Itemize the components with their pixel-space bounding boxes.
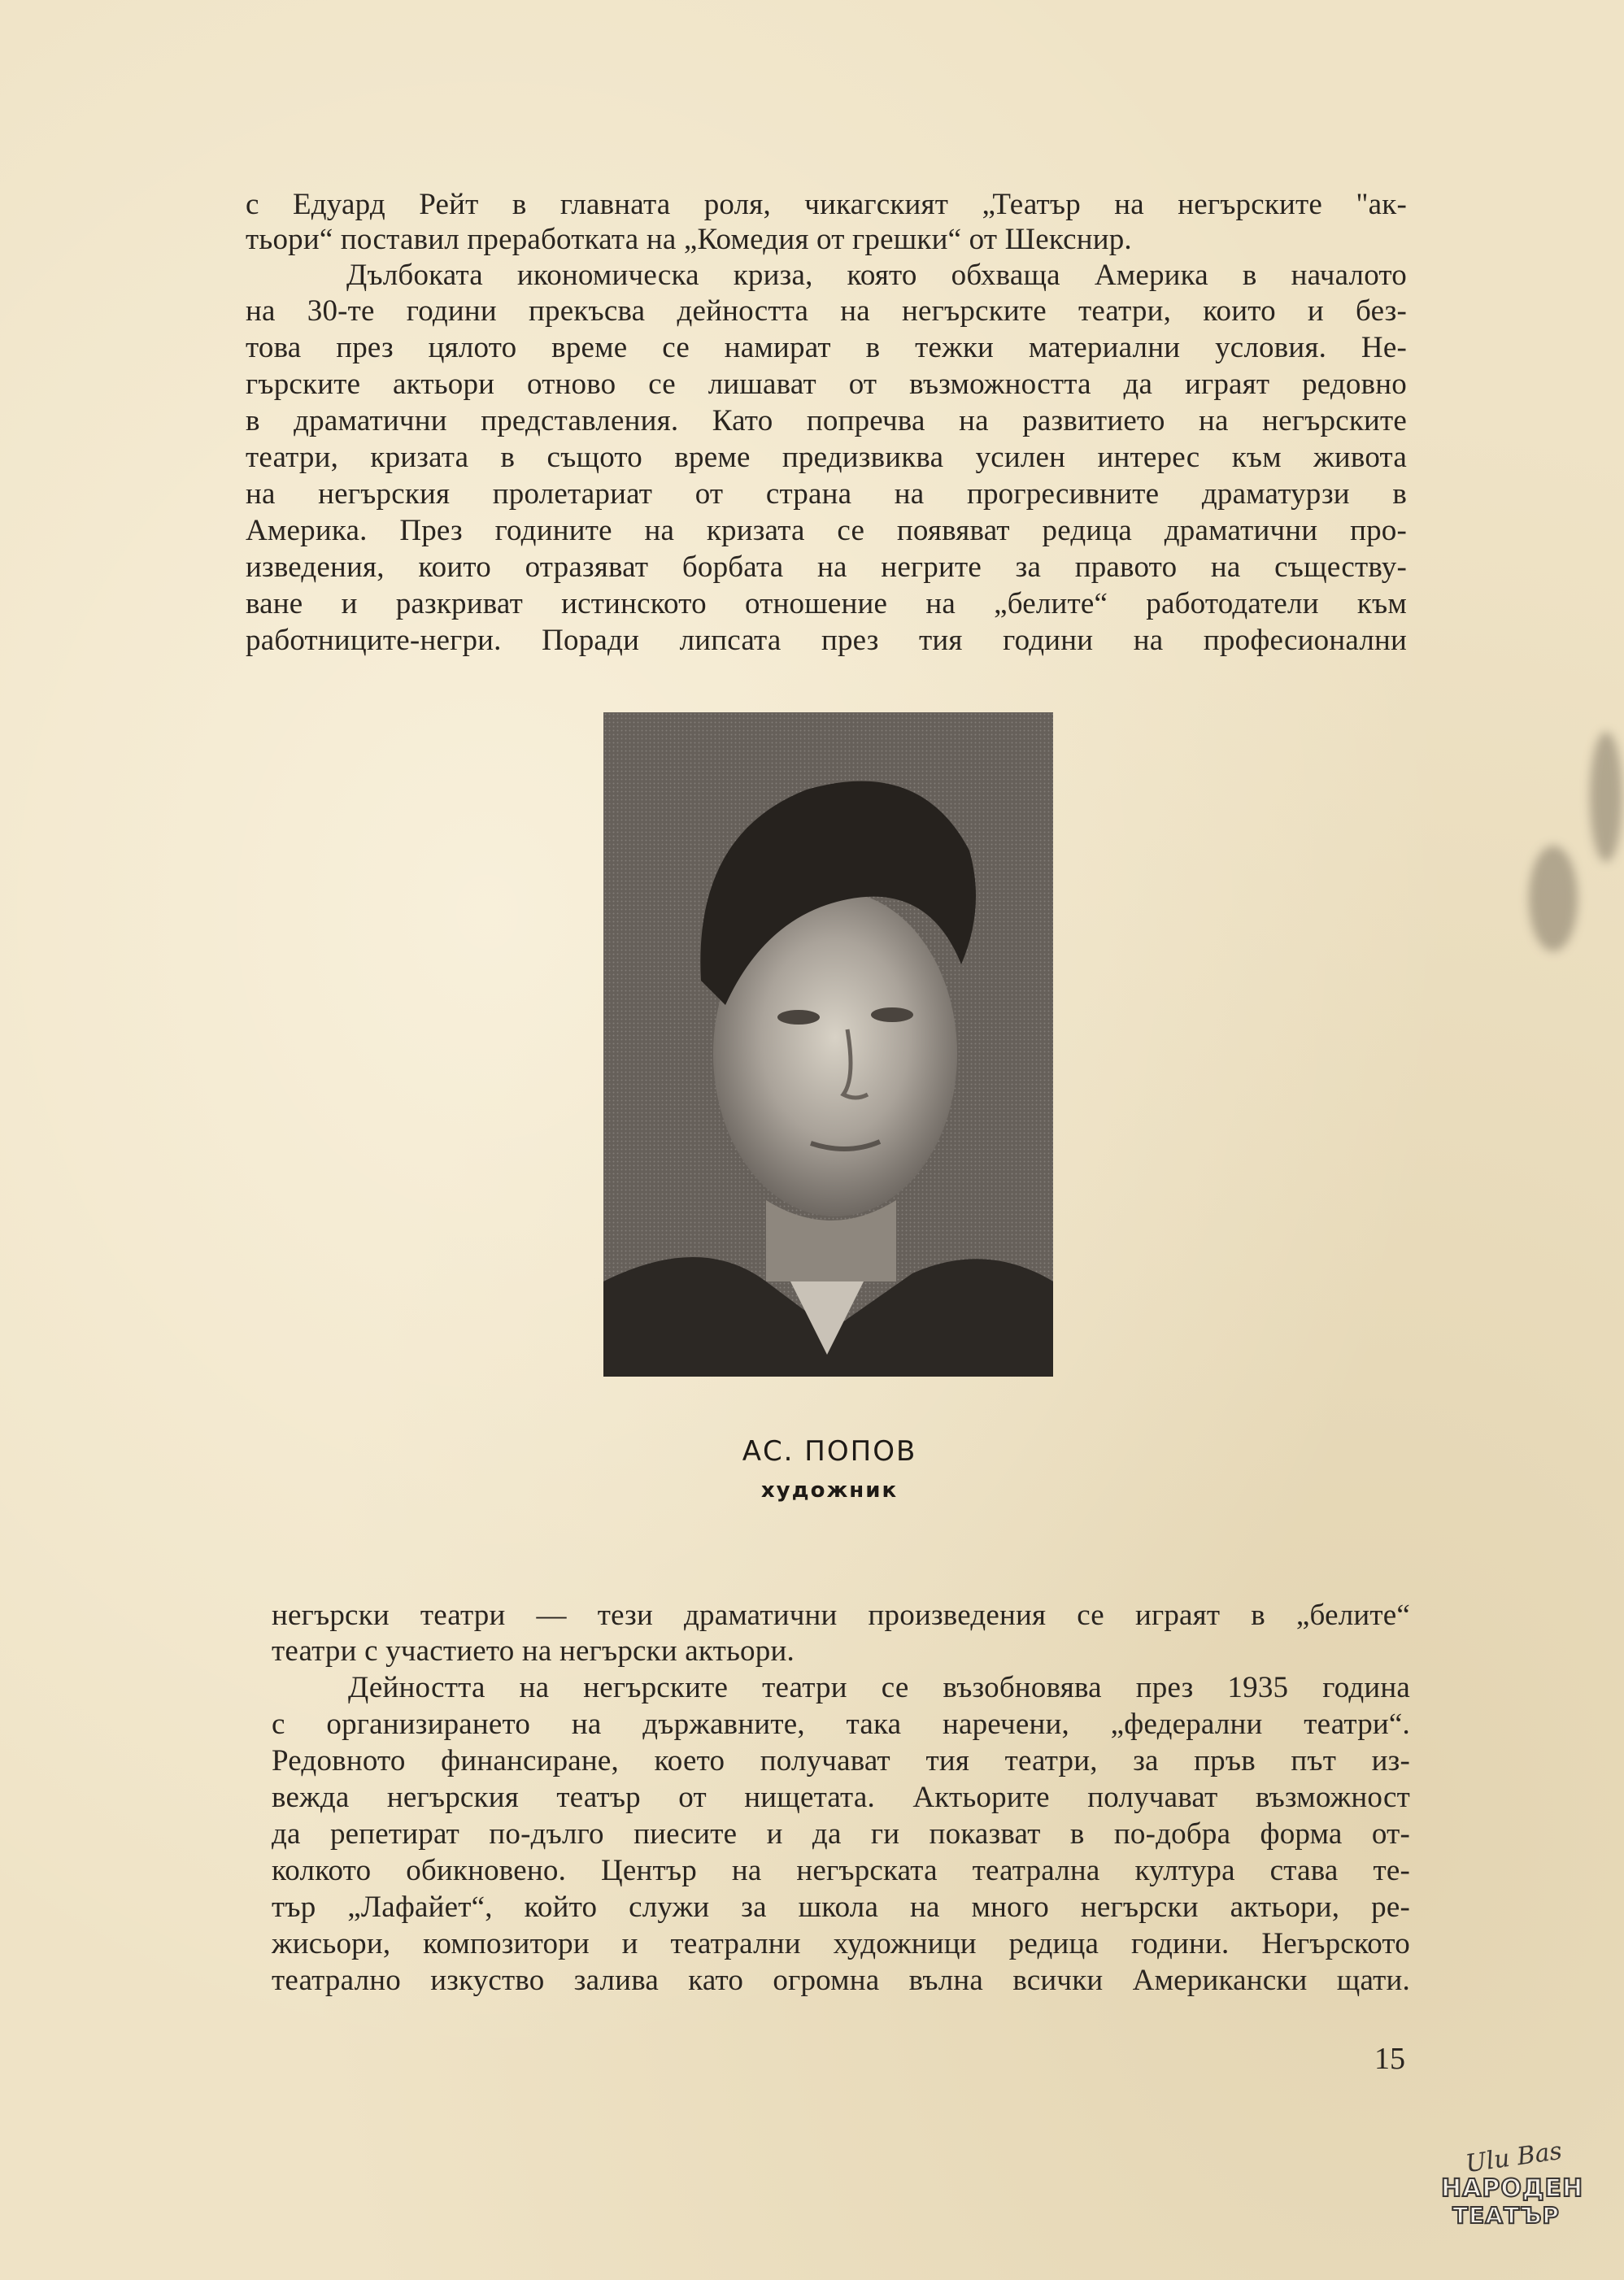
text-line: театри, кризата в същото време предизвиква усилен интерес към живота [246,441,1407,474]
portrait-photo [603,712,1053,1377]
text-line: в драматични представления. Като попречва на развитието на негърските [246,404,1407,437]
text-line: с Едуард Рейт в главната роля, чикагският „Театър на негърските "ак- [246,188,1407,221]
text-line: Редовното финансиране, което получават тия театри, за пръв път из- [272,1744,1410,1777]
national-theatre-logo [1441,2136,1584,2233]
logo-word-teatar: ТЕАТЪР [1452,2202,1560,2229]
paper-stain [1590,732,1622,862]
photo-caption-name: АС. ПОПОВ [742,1435,917,1468]
text-line: с организирането на държавните, така наречени, „федерални театри“. [272,1708,1410,1741]
page-number: 15 [1374,2042,1405,2076]
logo-script: Ulu Bas [1464,2136,1564,2179]
text-line: театри с участието на негърски актьори. [272,1634,795,1668]
text-line: Дейността на негърските театри се възобновява през 1935 година [348,1671,1410,1704]
text-line: вежда негърския театър от нищетата. Актьорите получават възможност [272,1781,1410,1814]
text-line: работниците-негри. Поради липсата през тия години на професионални [246,624,1407,657]
text-line: негърски театри — тези драматични произведения се играят в „белите“ [272,1599,1410,1632]
text-line: на негърския пролетариат от страна на прогресивните драматурзи в [246,477,1407,511]
text-line: театрално изкуство залива като огромна вълна всички Американски щати. [272,1964,1410,1997]
text-line: колкото обикновено. Център на негърската театрална култура става те- [272,1854,1410,1887]
text-line: гърските актьори отново се лишават от възможността да играят редовно [246,368,1407,401]
text-line: това през цялото време се намират в тежки материални условия. Не- [246,331,1407,364]
text-line: ване и разкриват истинското отношение на „белите“ работодатели към [246,587,1407,620]
text-line: Дълбоката икономическа криза, която обхваща Америка в началото [346,259,1407,292]
text-line: изведения, които отразяват борбата на негрите за правото на съществу- [246,550,1407,584]
text-line: жисьори, композитори и театрални художници редица години. Негърското [272,1927,1410,1960]
paper-stain [1529,846,1578,951]
text-line: да репетират по-дълго пиесите и да ги показват в по-добра форма от- [272,1817,1410,1851]
logo-word-narodon: НАРОДЕН [1441,2174,1584,2203]
portrait-image [603,712,1053,1377]
text-line: тьори“ поставил преработката на „Комедия от грешки“ от Шекснир. [246,223,1132,256]
text-line: на 30-те години прекъсва дейността на негърските театри, които и без- [246,294,1407,328]
text-line: тър „Лафайет“, който служи за школа на много негърски актьори, ре- [272,1891,1410,1924]
text-line: Америка. През годините на кризата се появяват редица драматични про- [246,514,1407,547]
photo-caption-role: художник [760,1478,899,1503]
